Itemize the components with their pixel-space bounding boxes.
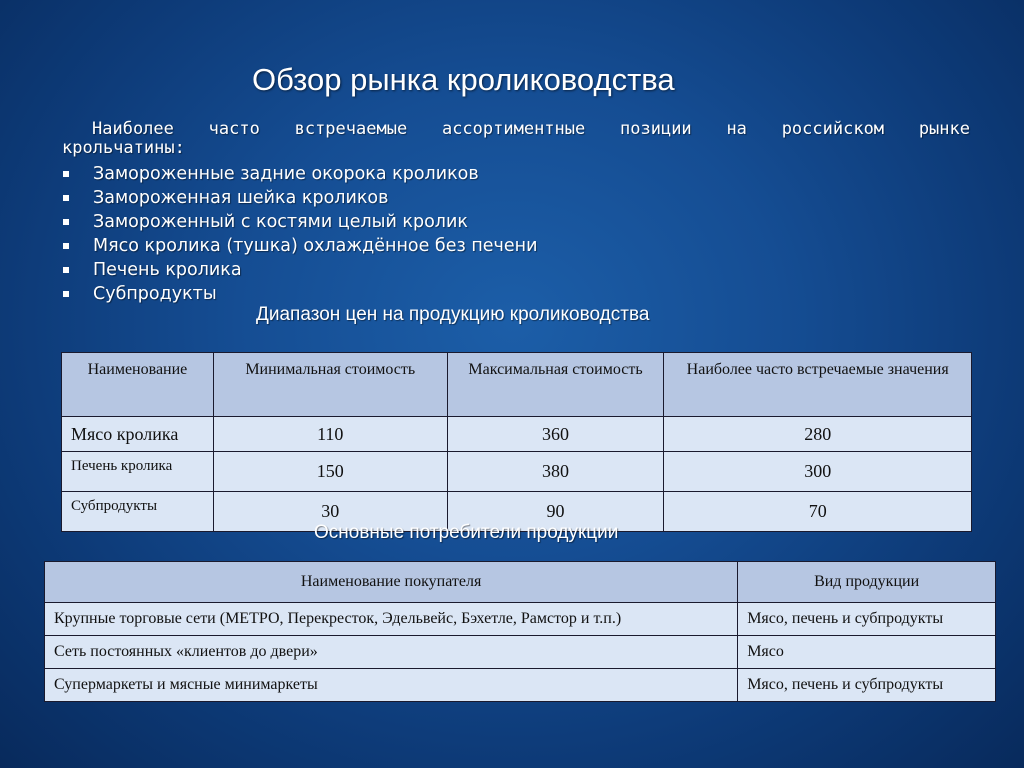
column-header-product-type: Вид продукции xyxy=(738,562,996,603)
bullet-square-icon xyxy=(63,171,69,177)
prices-table xyxy=(61,352,972,532)
bullet-text: Печень кролика xyxy=(93,260,242,280)
max-price-cell: 380 xyxy=(447,452,664,492)
bullet-text: Замороженная шейка кроликов xyxy=(93,188,389,208)
product-name-cell: Печень кролика xyxy=(62,452,214,492)
buyer-name-cell: Супермаркеты и мясные минимаркеты xyxy=(45,669,738,702)
bullet-item xyxy=(62,282,537,306)
buyer-name-cell: Крупные торговые сети (МЕТРО, Перекресток, Эдельвейс, Бэхетле, Рамстор и т.п.) xyxy=(45,603,738,636)
common-price-cell: 70 xyxy=(664,492,972,532)
column-header-max: Максимальная стоимость xyxy=(447,353,664,417)
bullet-item xyxy=(62,234,537,258)
product-type-cell: Мясо, печень и субпродукты xyxy=(738,603,996,636)
min-price-cell: 30 xyxy=(213,492,447,532)
min-price-cell: 110 xyxy=(213,417,447,452)
bullet-item xyxy=(62,258,537,282)
common-price-cell: 280 xyxy=(664,417,972,452)
min-price-cell: 150 xyxy=(213,452,447,492)
table-header-row xyxy=(45,562,996,603)
table-row xyxy=(45,636,996,669)
bullet-square-icon xyxy=(63,243,69,249)
bullet-text: Мясо кролика (тушка) охлаждённое без печени xyxy=(93,236,538,256)
buyers-table xyxy=(44,561,996,702)
bullet-text: Замороженные задние окорока кроликов xyxy=(93,164,479,184)
bullet-item xyxy=(62,162,537,186)
bullet-item xyxy=(62,186,537,210)
common-price-cell: 300 xyxy=(664,452,972,492)
intro-line-1: Наиболее часто встречаемые ассортиментные позиции на российском рынке xyxy=(92,119,970,139)
intro-line-2: крольчатины: xyxy=(62,138,185,158)
column-header-name: Наименование xyxy=(62,353,214,417)
table-row xyxy=(62,452,972,492)
product-type-cell: Мясо, печень и субпродукты xyxy=(738,669,996,702)
bullet-square-icon xyxy=(63,291,69,297)
bullet-square-icon xyxy=(63,195,69,201)
bullet-text: Субпродукты xyxy=(93,284,217,304)
product-name-cell: Субпродукты xyxy=(62,492,214,532)
column-header-buyer: Наименование покупателя xyxy=(45,562,738,603)
slide-title: Обзор рынка кролиководства xyxy=(252,62,675,97)
intro-paragraph xyxy=(62,120,970,158)
prices-heading: Диапазон цен на продукцию кролиководства xyxy=(256,304,650,325)
product-bullet-list xyxy=(62,162,537,306)
buyer-name-cell: Сеть постоянных «клиентов до двери» xyxy=(45,636,738,669)
table-header-row xyxy=(62,353,972,417)
product-name-cell: Мясо кролика xyxy=(62,417,214,452)
table-row xyxy=(45,669,996,702)
buyers-heading: Основные потребители продукции xyxy=(314,522,619,543)
bullet-square-icon xyxy=(63,267,69,273)
column-header-min: Минимальная стоимость xyxy=(213,353,447,417)
table-row xyxy=(62,417,972,452)
column-header-common: Наиболее часто встречаемые значения xyxy=(664,353,972,417)
bullet-text: Замороженный с костями целый кролик xyxy=(93,212,468,232)
bullet-square-icon xyxy=(63,219,69,225)
table-row xyxy=(45,603,996,636)
max-price-cell: 90 xyxy=(447,492,664,532)
product-type-cell: Мясо xyxy=(738,636,996,669)
max-price-cell: 360 xyxy=(447,417,664,452)
bullet-item xyxy=(62,210,537,234)
